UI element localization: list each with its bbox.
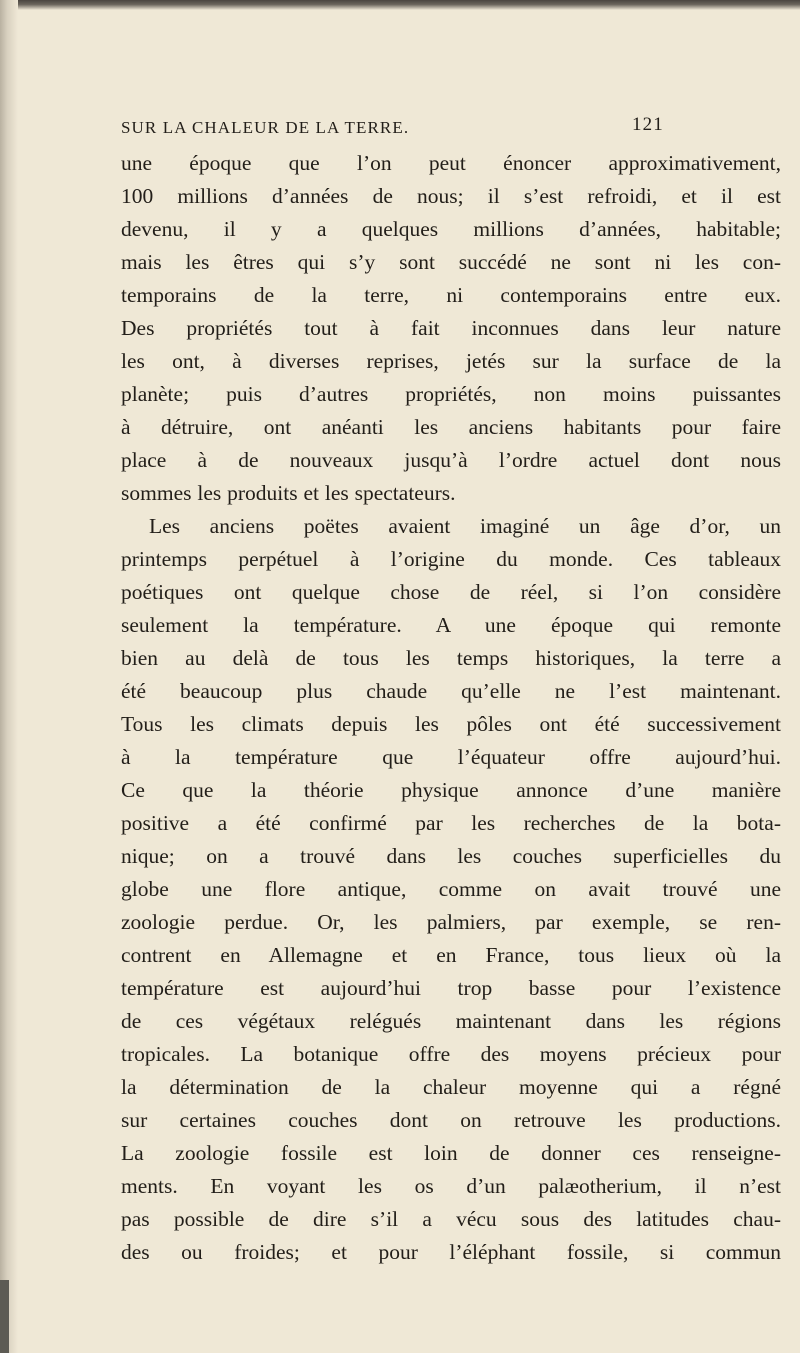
text-line: devenu, il y a quelques millions d’années, habitable;	[121, 217, 781, 241]
text-line: tropicales. La botanique offre des moyens précieux pour	[121, 1042, 781, 1066]
body-text	[121, 147, 781, 1269]
running-title: SUR LA CHALEUR DE LA TERRE.	[121, 118, 410, 137]
text-line: été beaucoup plus chaude qu’elle ne l’est maintenant.	[121, 679, 781, 703]
text-line: une époque que l’on peut énoncer approximativement,	[121, 151, 781, 175]
page-number: 121	[632, 114, 664, 135]
text-line: contrent en Allemagne et en France, tous lieux où la	[121, 943, 781, 967]
text-line: de ces végétaux relégués maintenant dans les régions	[121, 1009, 781, 1033]
text-line: sur certaines couches dont on retrouve les productions.	[121, 1108, 781, 1132]
text-line: des ou froides; et pour l’éléphant fossile, si commun	[121, 1240, 781, 1264]
text-line: température est aujourd’hui trop basse pour l’existence	[121, 976, 781, 1000]
paragraph-end-line: sommes les produits et les spectateurs.	[121, 481, 456, 505]
text-line: nique; on a trouvé dans les couches superficielles du	[121, 844, 781, 868]
text-line: les ont, à diverses reprises, jetés sur la surface de la	[121, 349, 781, 373]
text-line: la détermination de la chaleur moyenne qui a régné	[121, 1075, 781, 1099]
page-left-shadow	[0, 0, 18, 1353]
text-line: temporains de la terre, ni contemporains entre eux.	[121, 283, 781, 307]
text-line: place à de nouveaux jusqu’à l’ordre actuel dont nous	[121, 448, 781, 472]
text-line: seulement la température. A une époque qui remonte	[121, 613, 781, 637]
text-line: Des propriétés tout à fait inconnues dans leur nature	[121, 316, 781, 340]
text-line: La zoologie fossile est loin de donner ces renseigne-	[121, 1141, 781, 1165]
text-line: zoologie perdue. Or, les palmiers, par exemple, se ren-	[121, 910, 781, 934]
text-line: 100 millions d’années de nous; il s’est refroidi, et il est	[121, 184, 781, 208]
text-line: printemps perpétuel à l’origine du monde. Ces tableaux	[121, 547, 781, 571]
text-line: Tous les climats depuis les pôles ont été successivement	[121, 712, 781, 736]
text-line: bien au delà de tous les temps historiques, la terre a	[121, 646, 781, 670]
book-page	[121, 0, 781, 1353]
text-line: Ce que la théorie physique annonce d’une manière	[121, 778, 781, 802]
running-head	[121, 114, 781, 142]
text-line: globe une flore antique, comme on avait trouvé une	[121, 877, 781, 901]
text-line: positive a été confirmé par les recherches de la bota-	[121, 811, 781, 835]
text-line: ments. En voyant les os d’un palæotherium, il n’est	[121, 1174, 781, 1198]
text-line: mais les êtres qui s’y sont succédé ne sont ni les con-	[121, 250, 781, 274]
text-line: pas possible de dire s’il a vécu sous des latitudes chau-	[121, 1207, 781, 1231]
binding-gutter	[0, 1280, 9, 1353]
text-line: planète; puis d’autres propriétés, non moins puissantes	[121, 382, 781, 406]
text-line: à la température que l’équateur offre aujourd’hui.	[121, 745, 781, 769]
text-line: poétiques ont quelque chose de réel, si l’on considère	[121, 580, 781, 604]
text-line: à détruire, ont anéanti les anciens habitants pour faire	[121, 415, 781, 439]
paragraph-start-line: Les anciens poëtes avaient imaginé un âge d’or, un	[149, 514, 781, 538]
